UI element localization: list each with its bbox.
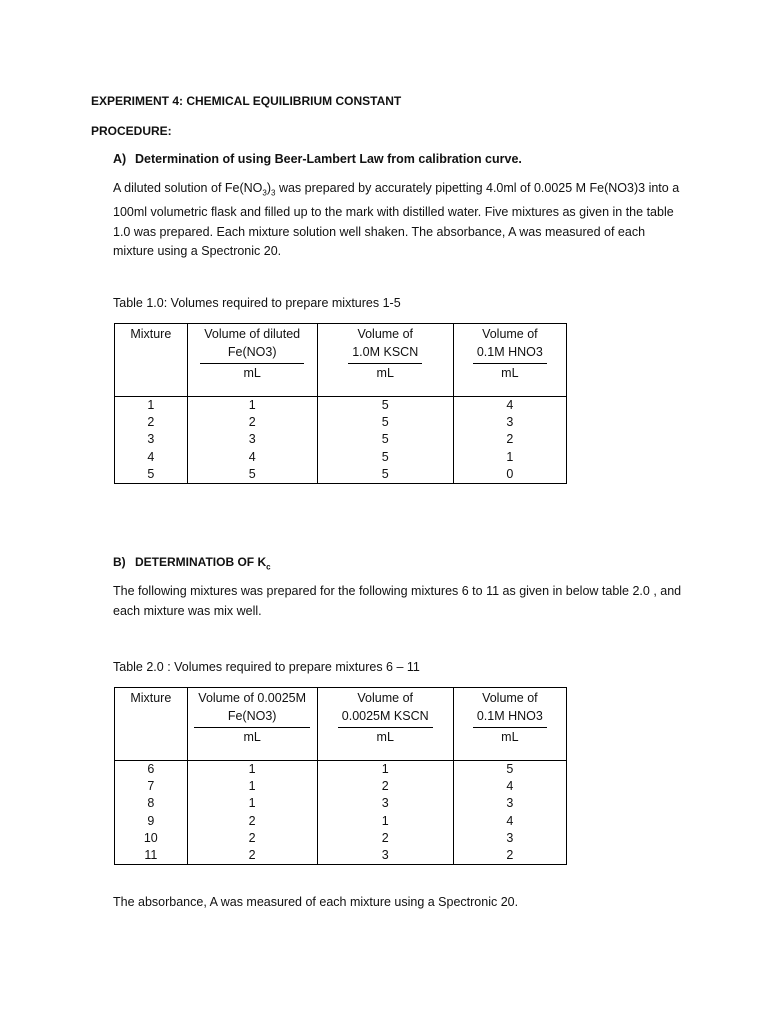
table2-data-row: [115, 761, 567, 865]
table2-header-hno3-title: [473, 690, 547, 728]
paragraph-procedure-b: The following mixtures was prepared for the following mixtures 6 to 11 as given in below table 2.0 , and each mixture was mix well.: [113, 584, 682, 618]
table1-header-hno3-unit: mL: [501, 366, 519, 380]
table2: [114, 687, 567, 865]
table-cell: 9: [147, 813, 155, 828]
table1-header-fe-line2: Fe(NO3): [227, 344, 277, 359]
table-cell: 5: [381, 432, 389, 447]
table-cell: 5: [248, 466, 256, 481]
table2-header-kscn: [317, 688, 453, 761]
table-cell: 5: [381, 449, 389, 464]
table-cell: 1: [248, 796, 256, 811]
section-b-letter: B): [113, 555, 126, 569]
table-cell: 5: [381, 415, 389, 430]
table1-header-fe-unit: mL: [243, 366, 261, 380]
page-title: EXPERIMENT 4: CHEMICAL EQUILIBRIUM CONSTANT: [91, 94, 402, 108]
table-cell: 3: [506, 415, 514, 430]
table-cell: 2: [506, 848, 514, 863]
table-cell: 11: [144, 848, 158, 863]
table1-header-fe: [187, 324, 317, 397]
table-cell: 5: [506, 762, 514, 776]
procedure-heading: PROCEDURE:: [91, 124, 172, 138]
table1-header-mixture-label: Mixture: [130, 327, 172, 341]
section-b-heading: [113, 555, 271, 571]
table-cell: 1: [506, 449, 514, 464]
table-cell: 1: [381, 813, 389, 828]
table2-header-row: [115, 688, 567, 761]
paragraph-a-sub-1: 3: [262, 188, 267, 198]
table-cell: 1: [381, 762, 389, 776]
table2-caption: Table 2.0 : Volumes required to prepare mixtures 6 – 11: [113, 660, 420, 674]
table2-header-fe-unit: mL: [243, 730, 261, 744]
table-cell: 3: [381, 796, 389, 811]
table2-col-fe: [187, 761, 317, 865]
table-cell: 3: [381, 848, 389, 863]
table-cell: 5: [147, 466, 155, 481]
table1-header-kscn-line2: 1.0M KSCN: [352, 344, 419, 359]
table-cell: 4: [506, 813, 514, 828]
table-cell: 1: [248, 398, 256, 412]
table1-header-fe-line1: Volume of diluted: [204, 327, 301, 341]
section-a-title: Determination of using Beer-Lambert Law from calibration curve.: [135, 152, 522, 166]
table-cell: 1: [248, 779, 256, 794]
table-cell: 2: [248, 848, 256, 863]
table2-col-mixture: [115, 761, 188, 865]
table1-col-hno3: [453, 397, 566, 484]
table-cell: 2: [248, 415, 256, 430]
table2-header-hno3-line1: Volume of: [482, 691, 538, 705]
table-cell: 2: [381, 779, 389, 794]
table-cell: 4: [147, 449, 155, 464]
table-cell: 5: [381, 466, 389, 481]
table-cell: 0: [506, 466, 514, 481]
table-cell: 3: [506, 796, 514, 811]
paragraph-a-text-2: ): [266, 181, 272, 195]
paragraph-procedure-a: [113, 179, 688, 262]
table2-header-fe-line1: Volume of 0.0025M: [198, 691, 307, 705]
table-cell: 4: [506, 398, 514, 412]
table1-col-kscn: [317, 397, 453, 484]
table-cell: 6: [147, 762, 155, 776]
table1-header-hno3: [453, 324, 566, 397]
table-cell: 1: [147, 398, 155, 412]
table2-header-mixture-label: Mixture: [130, 691, 172, 705]
table2-header-kscn-line1: Volume of: [357, 691, 413, 705]
table-cell: 3: [248, 432, 256, 447]
table-cell: 4: [248, 449, 256, 464]
table1-header-row: [115, 324, 567, 397]
table-cell: 7: [147, 779, 155, 794]
table2-header-kscn-title: [338, 690, 433, 728]
table1-col-mixture: [115, 397, 188, 484]
table2-col-kscn: [317, 761, 453, 865]
paragraph-a-text-1: A diluted solution of Fe(NO: [113, 181, 263, 195]
table2-header-hno3: [453, 688, 566, 761]
table-cell: 8: [147, 796, 155, 811]
table2-header-fe: [187, 688, 317, 761]
section-a-heading: [113, 152, 522, 166]
paragraph-a-sub-2: 3: [271, 188, 276, 198]
section-a-letter: A): [113, 152, 127, 166]
table1-caption: Table 1.0: Volumes required to prepare mixtures 1-5: [113, 296, 401, 310]
table-cell: 1: [248, 762, 256, 776]
table2-header-fe-title: [194, 690, 310, 728]
table2-header-kscn-unit: mL: [376, 730, 394, 744]
table1-header-kscn-line1: Volume of: [357, 327, 414, 341]
table1-header-fe-title: [200, 326, 304, 364]
section-b-title: DETERMINATIOB OF K: [135, 555, 267, 569]
table1-header-kscn-title: [348, 326, 422, 364]
table2-header-mixture: [115, 688, 188, 761]
table2-header-hno3-unit: mL: [501, 730, 519, 744]
table1: [114, 323, 567, 484]
table-cell: 2: [248, 830, 256, 845]
table-cell: 3: [506, 830, 514, 845]
table2-header-kscn-line2: 0.0025M KSCN: [341, 708, 429, 723]
table2-col-hno3: [453, 761, 566, 865]
table1-header-mixture: [115, 324, 188, 397]
table1-header-hno3-title: [473, 326, 547, 364]
table-cell: 4: [506, 779, 514, 794]
table1-data-row: [115, 397, 567, 484]
section-b-subscript: c: [266, 562, 271, 572]
table-cell: 2: [147, 415, 155, 430]
closing-sentence: The absorbance, A was measured of each mixture using a Spectronic 20.: [113, 895, 519, 909]
table1-header-kscn: [317, 324, 453, 397]
table-cell: 10: [143, 830, 158, 845]
table-cell: 5: [381, 398, 389, 412]
table1-header-hno3-line1: Volume of: [482, 327, 538, 341]
table1-header-hno3-line2: 0.1M HNO3: [476, 344, 543, 359]
table1-col-fe: [187, 397, 317, 484]
table1-header-kscn-unit: mL: [376, 366, 394, 380]
table2-header-hno3-line2: 0.1M HNO3: [476, 708, 543, 723]
paragraph-a-text-3: was prepared by accurately pipetting 4.0ml of 0.0025 M Fe(NO3)3 into a 100ml volumetric flask and filled up to the mark with distilled water. Five mixtures as given in the table 1.0 was prepared. Each mixture solution well shaken. The absorbance, A was measured of each mixture using a Spectronic 20.: [113, 181, 680, 258]
table-cell: 2: [506, 432, 514, 447]
table-cell: 2: [381, 830, 389, 845]
table-cell: 3: [147, 432, 155, 447]
table2-header-fe-line2: Fe(NO3): [227, 708, 277, 723]
table-cell: 2: [248, 813, 256, 828]
